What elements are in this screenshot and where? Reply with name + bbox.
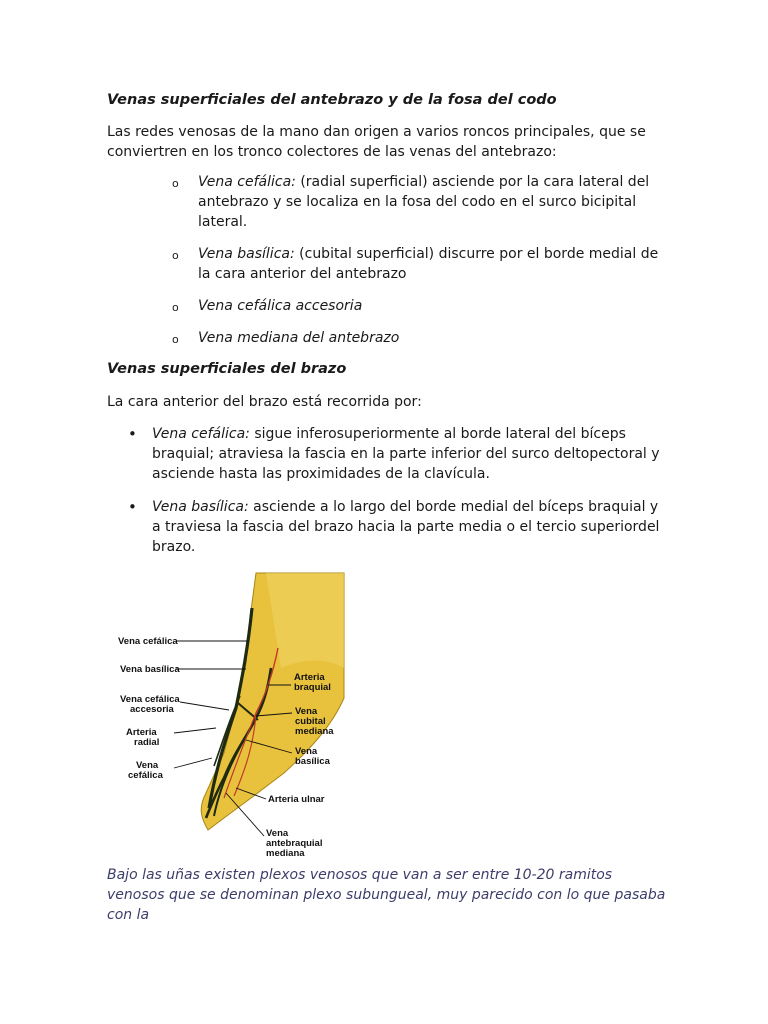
label-antebraquial-3: mediana bbox=[266, 848, 305, 859]
list-item: o Vena mediana del antebrazo bbox=[171, 328, 661, 348]
section-heading-brazo: Venas superficiales del brazo bbox=[107, 361, 347, 377]
label-cefalica-accesoria-1: Vena cefálica bbox=[120, 694, 180, 705]
list-item: o Vena cefálica accesoria bbox=[171, 296, 661, 316]
label-vena-cefalica-lower-2: cefálica bbox=[128, 770, 163, 781]
arm-veins-list bbox=[128, 424, 668, 570]
label-vena-cefalica: Vena cefálica bbox=[118, 636, 178, 647]
label-arteria-radial-1: Arteria bbox=[126, 727, 157, 738]
label-arteria-radial-2: radial bbox=[134, 737, 160, 748]
label-vena-basilica-lower-2: basílica bbox=[295, 756, 330, 767]
list-item: • Vena basílica: asciende a lo largo del borde medial del bíceps braquial y a traviesa la fascia del brazo hacia la parte media o el tercio superiordel brazo. bbox=[128, 497, 668, 557]
label-cefalica-accesoria-2: accesoria bbox=[130, 704, 174, 715]
label-antebraquial-1: Vena bbox=[266, 828, 289, 839]
label-arteria-braquial-2: braquial bbox=[294, 682, 331, 693]
list-item: o Vena basílica: (cubital superficial) discurre por el borde medial de la cara anterior del antebrazo bbox=[171, 244, 661, 284]
label-antebraquial-2: antebraquial bbox=[266, 838, 323, 849]
list-item: • Vena cefálica: sigue inferosuperiormente al borde lateral del bíceps braquial; atraviesa la fascia en la parte inferior del surco deltopectoral y asciende hasta las proximidades de la clavícula. bbox=[128, 424, 668, 484]
section-heading-antebrazo: Venas superficiales del antebrazo y de la fosa del codo bbox=[107, 92, 557, 108]
list-item: o Vena cefálica: (radial superficial) asciende por la cara lateral del antebrazo y se localiza en la fosa del codo en el surco bicipital lateral. bbox=[171, 172, 661, 232]
arm-veins-illustration bbox=[106, 568, 346, 878]
intro-paragraph: Las redes venosas de la mano dan origen a varios roncos principales, que se conviertren en los tronco colectores de las venas del antebrazo: bbox=[107, 124, 646, 160]
label-vena-cubital-2: cubital bbox=[295, 716, 326, 727]
forearm-veins-list bbox=[171, 172, 661, 360]
label-vena-basilica-lower-1: Vena bbox=[295, 746, 318, 757]
footer-paragraph: Bajo las uñas existen plexos venosos que van a ser entre 10-20 ramitos venosos que se denominan plexo subungueal, muy parecido con lo que pasaba con la bbox=[107, 867, 666, 923]
label-vena-basilica: Vena basílica bbox=[120, 664, 180, 675]
label-arteria-braquial-1: Arteria bbox=[294, 672, 325, 683]
label-vena-cubital-1: Vena bbox=[295, 706, 318, 717]
label-arteria-ulnar: Arteria ulnar bbox=[268, 794, 325, 805]
label-vena-cefalica-lower-1: Vena bbox=[136, 760, 159, 771]
label-vena-cubital-3: mediana bbox=[295, 726, 334, 737]
arm-intro-paragraph: La cara anterior del brazo está recorrida por: bbox=[107, 394, 422, 410]
